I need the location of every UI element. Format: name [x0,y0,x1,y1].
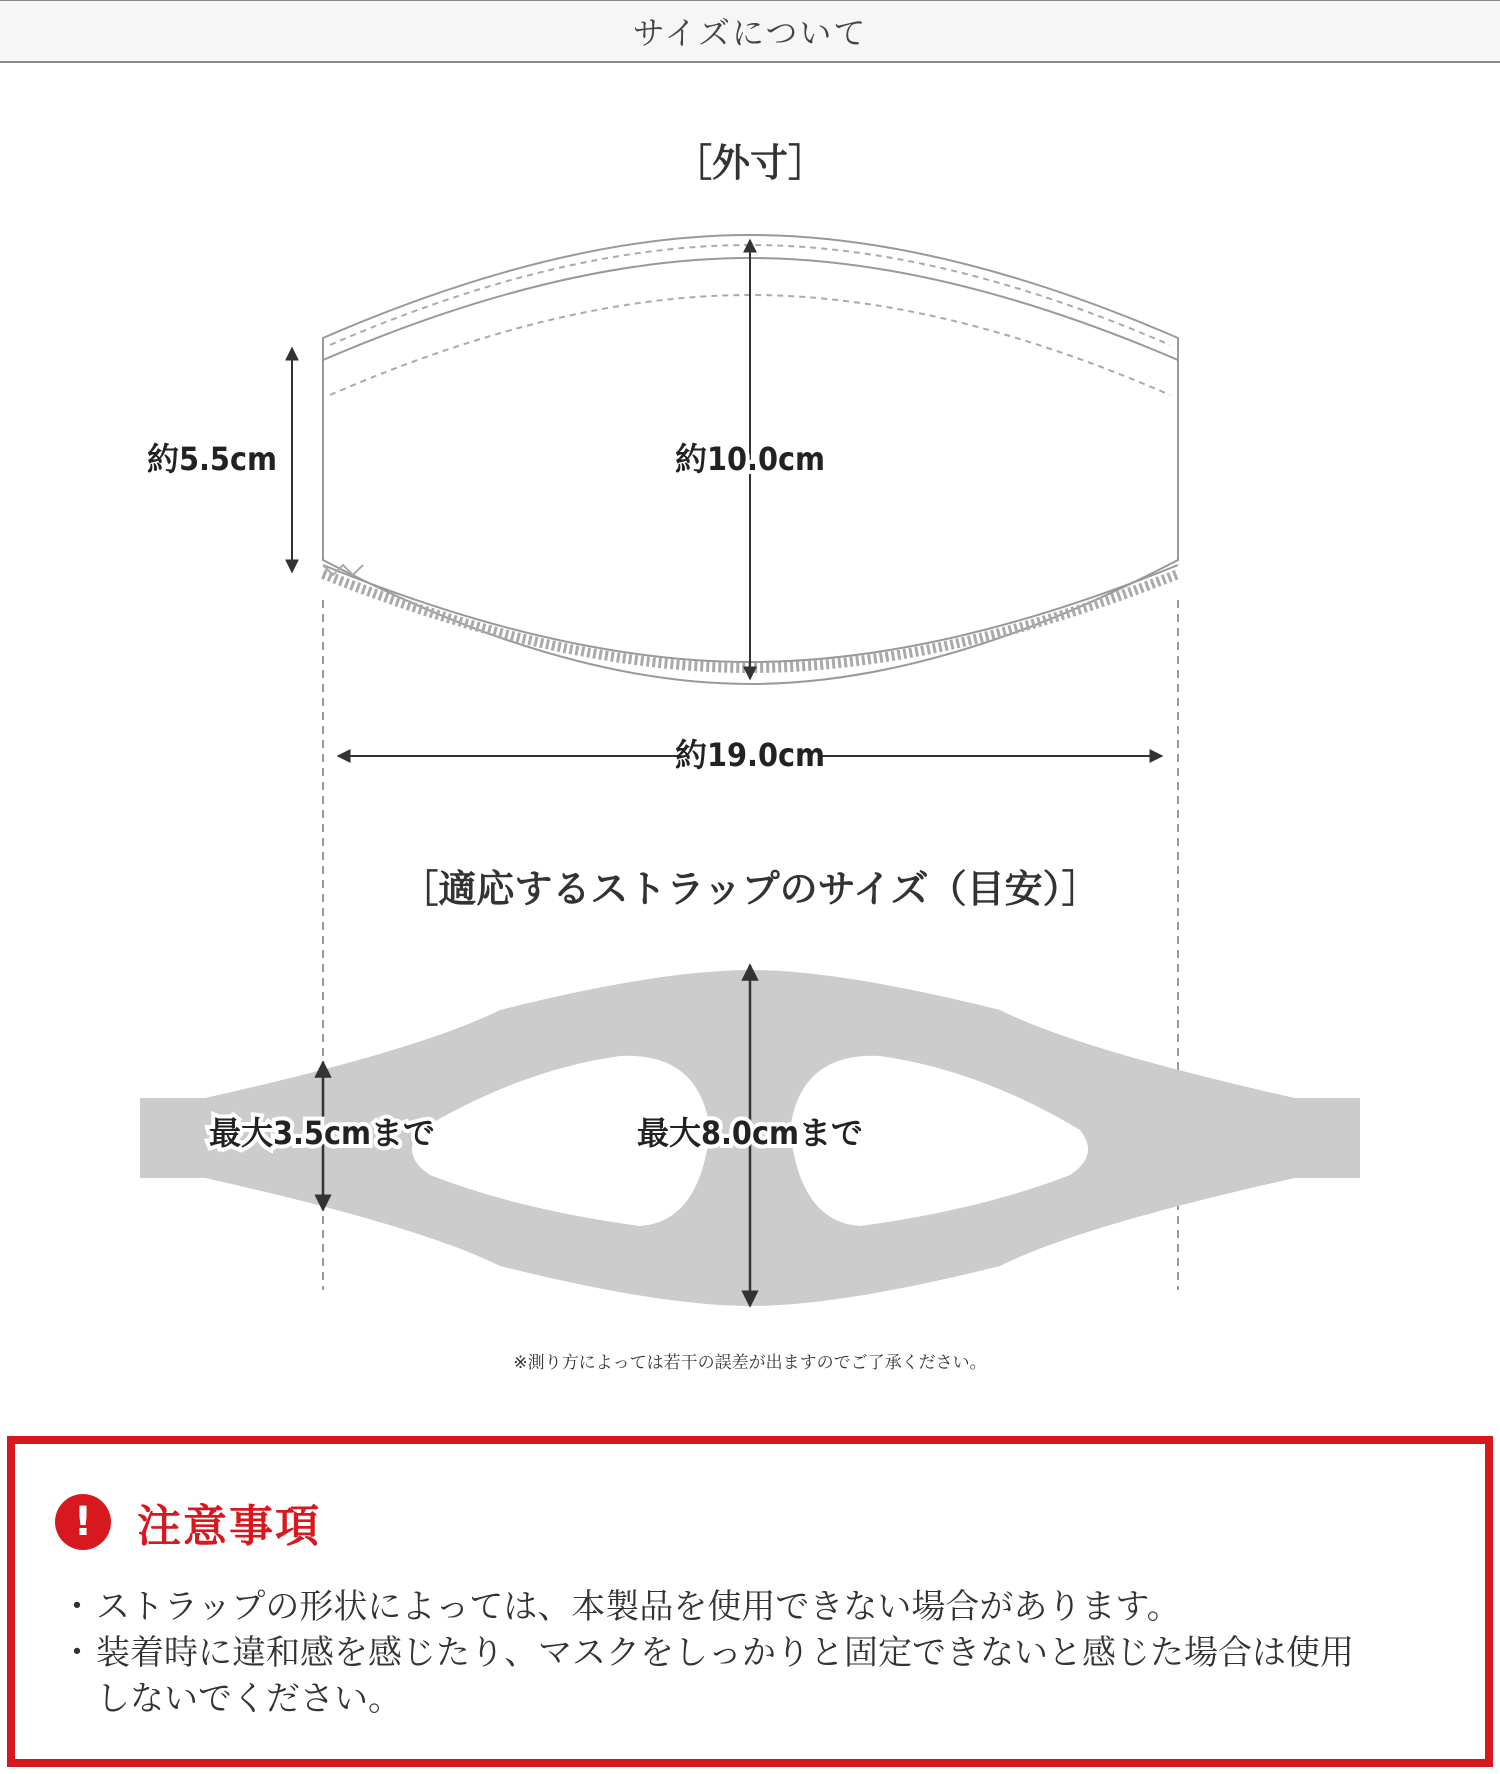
strap-size-heading: ［適応するストラップのサイズ（目安）］ [400,867,1100,911]
caution-item: ・ 装着時に違和感を感じたり、マスクをしっかりと固定できないと感じた場合は使用しないでください。 [60,1630,1386,1722]
exclamation-icon: ! [55,1494,111,1550]
height-side-label: 約5.5cm [146,440,278,478]
height-center-label: 約10.0cm [674,440,826,478]
outer-size-heading: ［外寸］ [673,141,826,185]
strap-side-label: 最大3.5cmまで [208,1114,436,1152]
caution-title: 注意事項 [137,1501,321,1552]
page-title: サイズについて [632,14,868,52]
strap-center-label: 最大8.0cmまで [636,1114,864,1152]
measurement-note: ※測り方によっては若干の誤差が出ますのでご了承ください。 [513,1353,987,1373]
caution-box [7,1436,1493,1767]
caution-list [60,1584,1386,1722]
caution-item: ・ ストラップの形状によっては、本製品を使用できない場合があります。 [60,1584,1386,1630]
width-label: 約19.0cm [674,736,826,774]
